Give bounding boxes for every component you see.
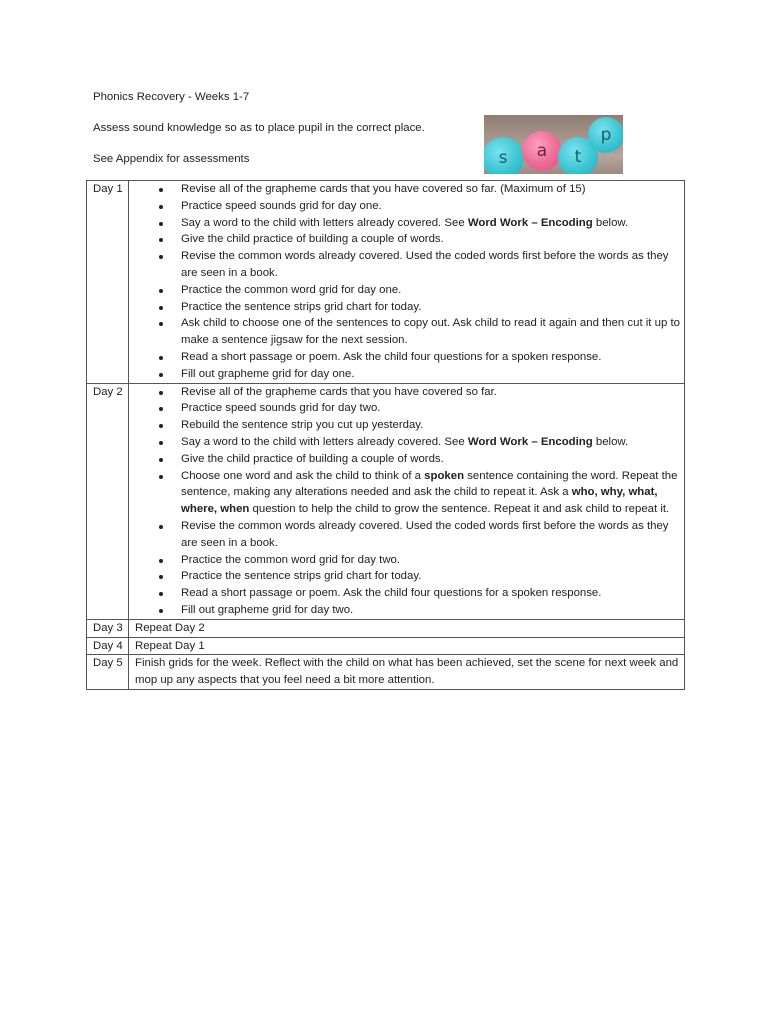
bold-term: spoken	[424, 469, 465, 482]
activity-item: Fill out grapheme grid for day two.	[181, 602, 680, 619]
activity-item: Say a word to the child with letters already covered. See Word Work – Encoding below.	[181, 434, 680, 451]
chip-a	[522, 131, 562, 171]
chip-p	[588, 117, 623, 153]
weekly-plan-table	[86, 180, 685, 690]
chip-letter: p	[600, 125, 612, 145]
activity-list	[135, 181, 680, 383]
day-row	[87, 637, 685, 655]
activity-item: Rebuild the sentence strip you cut up yesterday.	[181, 417, 680, 434]
chip-letter: s	[498, 148, 508, 168]
day-content	[129, 383, 685, 619]
activity-item: Revise all of the grapheme cards that you have covered so far. (Maximum of 15)	[181, 181, 680, 198]
day-label: Day 1	[87, 181, 129, 384]
activity-item: Practice the common word grid for day two.	[181, 552, 680, 569]
day-row	[87, 383, 685, 619]
bold-term: Word Work – Encoding	[467, 435, 593, 448]
activity-item: Give the child practice of building a couple of words.	[181, 231, 680, 248]
day-label: Day 2	[87, 383, 129, 619]
day-label: Day 4	[87, 637, 129, 655]
chip-letter: a	[536, 141, 548, 161]
day-content	[129, 181, 685, 384]
appendix-note: See Appendix for assessments	[93, 153, 250, 165]
chip-s	[484, 137, 524, 174]
day-content: Repeat Day 1	[129, 637, 685, 655]
activity-item: Revise the common words already covered. Used the coded words first before the words as they are seen in a book.	[181, 248, 680, 282]
chip-letter: t	[574, 147, 582, 167]
activity-item: Read a short passage or poem. Ask the child four questions for a spoken response.	[181, 349, 680, 366]
assess-instruction: Assess sound knowledge so as to place pupil in the correct place.	[93, 122, 425, 134]
activity-item: Practice speed sounds grid for day one.	[181, 198, 680, 215]
day-label: Day 3	[87, 619, 129, 637]
activity-item: Give the child practice of building a couple of words.	[181, 451, 680, 468]
day-row	[87, 181, 685, 384]
letter-chips-photo	[484, 115, 623, 174]
activity-item: Practice speed sounds grid for day two.	[181, 400, 680, 417]
day-content: Finish grids for the week. Reflect with the child on what has been achieved, set the scene for next week and mop up any aspects that you feel need a bit more attention.	[129, 655, 685, 690]
activity-item: Revise the common words already covered. Used the coded words first before the words as they are seen in a book.	[181, 518, 680, 552]
activity-list	[135, 384, 680, 619]
bold-term: who, why, what, where, when	[181, 486, 658, 516]
day-row	[87, 619, 685, 637]
activity-item: Practice the sentence strips grid chart for today.	[181, 299, 680, 316]
document-title: Phonics Recovery - Weeks 1-7	[93, 91, 250, 103]
activity-item: Revise all of the grapheme cards that you have covered so far.	[181, 384, 680, 401]
activity-item: Say a word to the child with letters already covered. See Word Work – Encoding below.	[181, 215, 680, 232]
day-content: Repeat Day 2	[129, 619, 685, 637]
activity-item: Choose one word and ask the child to think of a spoken sentence containing the word. Repeat the sentence, making any alterations needed and ask the child to repeat it. Ask a who, why, what, where, when question to help the child to grow the sentence. Repeat it and ask child to repeat it.	[181, 468, 680, 518]
day-row	[87, 655, 685, 690]
activity-item: Practice the common word grid for day one.	[181, 282, 680, 299]
day-label: Day 5	[87, 655, 129, 690]
activity-item: Practice the sentence strips grid chart for today.	[181, 568, 680, 585]
activity-item: Fill out grapheme grid for day one.	[181, 366, 680, 383]
activity-item: Read a short passage or poem. Ask the child four questions for a spoken response.	[181, 585, 680, 602]
bold-term: Word Work – Encoding	[467, 216, 593, 229]
activity-item: Ask child to choose one of the sentences to copy out. Ask child to read it again and then cut it up to make a sentence jigsaw for the next session.	[181, 315, 680, 349]
